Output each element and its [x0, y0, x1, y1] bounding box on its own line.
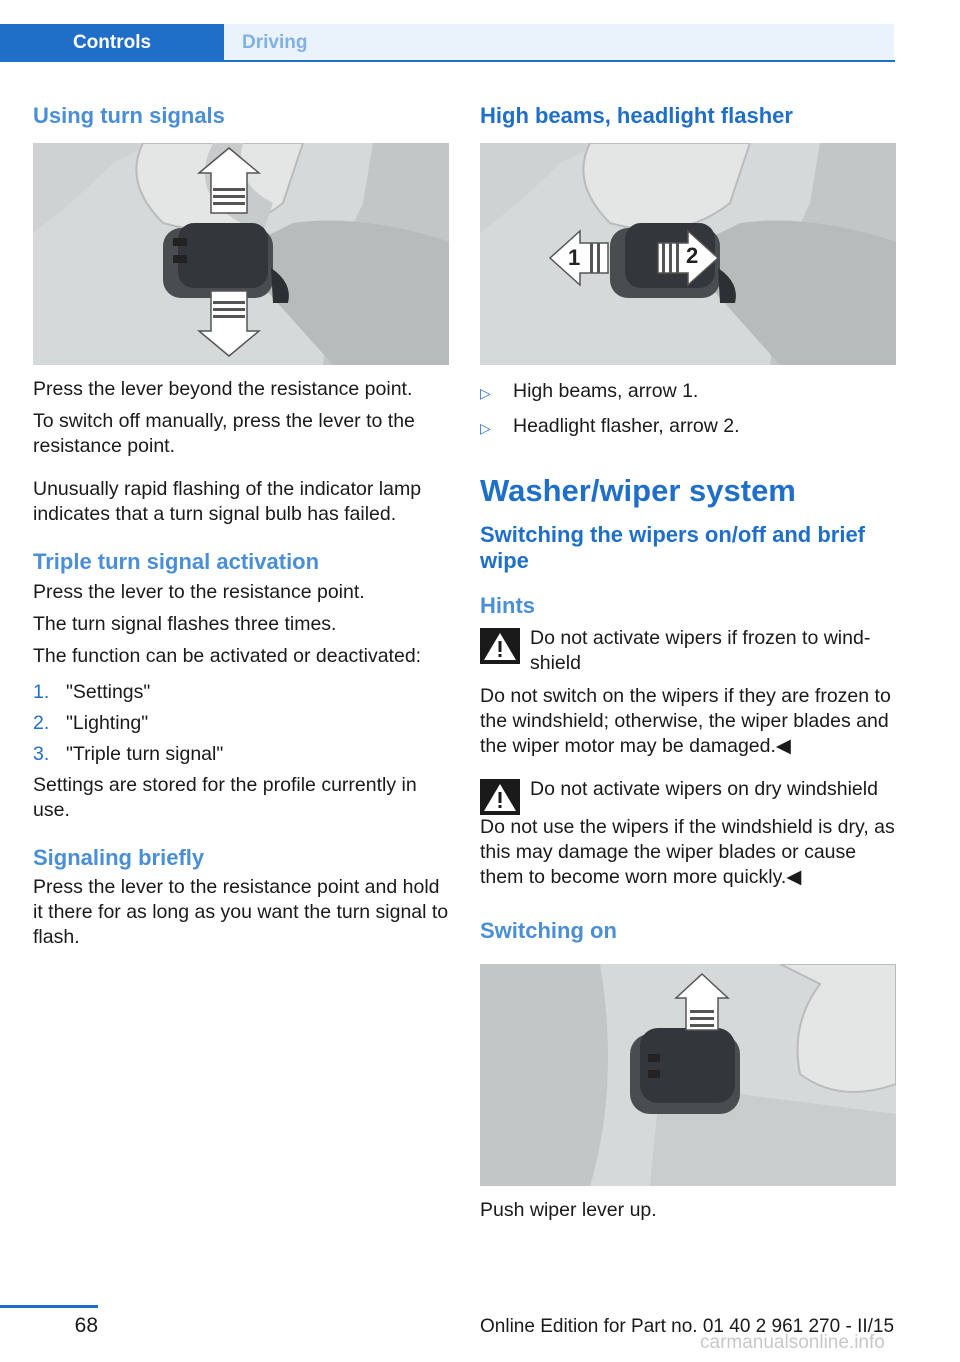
triangle-bullet-icon: ▷ — [480, 420, 491, 437]
heading-switching-on: Switching on — [480, 917, 617, 943]
paragraph-press-beyond: Press the lever beyond the resistance point. — [33, 378, 413, 401]
high-beam-list — [480, 379, 896, 441]
tab-controls[interactable]: Controls — [0, 24, 224, 62]
tab-driving[interactable]: Driving — [224, 24, 894, 62]
settings-steps-list — [33, 680, 449, 767]
heading-switching-wipers: Switching the wipers on/off and brief wipe — [480, 521, 866, 573]
warning-triangle-icon — [480, 628, 520, 664]
heading-signaling-briefly: Signaling briefly — [33, 844, 205, 870]
right-column — [480, 100, 896, 1223]
list-item: 3. "Triple turn signal" — [33, 742, 224, 765]
warning-dry — [480, 777, 896, 815]
warning-frozen — [480, 626, 896, 676]
high-beam-lever-figure — [480, 143, 896, 365]
heading-high-beams: High beams, headlight flasher — [480, 103, 793, 128]
warning-triangle-icon — [480, 779, 520, 815]
warning-frozen-body: Do not switch on the wipers if they are frozen to the windshield; otherwise, the wiper blades and the wiper motor may be damaged.◀ — [480, 684, 891, 757]
left-column — [33, 100, 449, 950]
paragraph-push-wiper: Push wiper lever up. — [480, 1199, 657, 1222]
triangle-bullet-icon: ▷ — [480, 385, 491, 402]
paragraph-press-resistance: Press the lever to the resistance point. — [33, 580, 365, 603]
paragraph-settings-stored: Settings are stored for the profile currently in use. — [33, 773, 417, 821]
paragraph-switch-off: To switch off manually, press the lever to the resistance point. — [33, 410, 415, 458]
header-tabs — [0, 24, 894, 62]
paragraph-flashes-three: The turn signal flashes three times. — [33, 612, 337, 635]
footer-divider — [0, 1305, 98, 1308]
arrow-label-1: 1 — [568, 245, 581, 271]
wiper-lever-illustration — [480, 964, 896, 1186]
turn-signal-lever-illustration — [33, 143, 449, 365]
heading-using-turn-signals: Using turn signals — [33, 103, 225, 128]
list-item: 1. "Settings" — [33, 680, 151, 703]
list-item: ▷ High beams, arrow 1. — [480, 379, 896, 406]
page-number: 68 — [74, 1314, 98, 1337]
wiper-lever-figure — [480, 964, 896, 1186]
paragraph-activated: The function can be activated or deactivated: — [33, 644, 422, 667]
list-item: 2. "Lighting" — [33, 711, 149, 734]
heading-washer-wiper-system: Washer/wiper system — [480, 473, 796, 509]
warning-frozen-title: Do not activate wipers if frozen to wind-shield — [530, 626, 871, 674]
watermark: carmanualsonline.info — [700, 1332, 885, 1353]
heading-hints: Hints — [480, 593, 535, 619]
paragraph-rapid-flashing: Unusually rapid flashing of the indicator lamp indicates that a turn signal bulb has failed. — [33, 478, 422, 526]
edition-text: Online Edition for Part no. 01 40 2 961 270 - II/15 — [480, 1316, 895, 1337]
warning-dry-body: Do not use the wipers if the windshield is dry, as this may damage the wiper blades or cause them to become worn more quickly.◀ — [480, 815, 895, 888]
heading-triple-turn-signal: Triple turn signal activation — [33, 549, 320, 575]
paragraph-hold-lever: Press the lever to the resistance point and hold it there for as long as you want the turn signal to flash. — [33, 876, 449, 949]
warning-dry-title: Do not activate wipers on dry windshield — [530, 777, 878, 800]
header-divider — [0, 60, 895, 62]
turn-signal-lever-figure — [33, 143, 449, 365]
arrow-label-2: 2 — [686, 243, 699, 269]
list-item: ▷ Headlight flasher, arrow 2. — [480, 414, 896, 441]
